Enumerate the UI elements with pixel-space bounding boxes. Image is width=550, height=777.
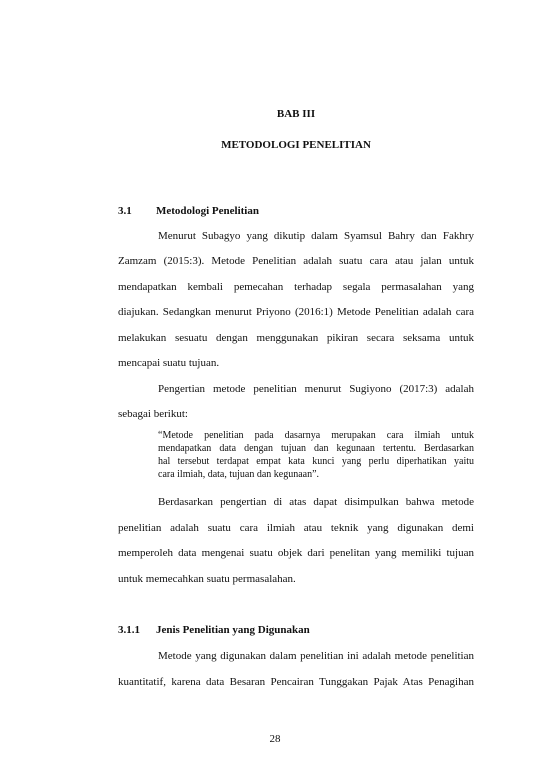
chapter-number: BAB III: [276, 108, 316, 120]
quote-line: mendapatkan data dengan tujuan dan kegunaan tertentu. Berdasarkan: [158, 443, 474, 454]
section-number: 3.1.1: [118, 624, 140, 636]
paragraph-line: diajukan. Sedangkan menurut Priyono (2016:1) Metode Penelitian adalah cara: [118, 306, 474, 318]
paragraph-line: Pengertian metode penelitian menurut Sugiyono (2017:3) adalah: [158, 383, 474, 395]
paragraph-line: penelitian adalah suatu cara ilmiah atau teknik yang digunakan demi: [118, 522, 474, 534]
paragraph-line: Metode yang digunakan dalam penelitian ini adalah metode penelitian: [158, 650, 474, 662]
paragraph-line: melakukan sesuatu dengan menggunakan pikiran secara seksama untuk: [118, 332, 474, 344]
section-number: 3.1: [118, 205, 132, 217]
quote-line: hal tersebut terdapat empat kata kunci yang perlu diperhatikan yaitu: [158, 456, 474, 467]
quote-line: cara ilmiah, data, tujuan dan kegunaan”.: [158, 469, 320, 480]
quote-line: “Metode penelitian pada dasarnya merupakan cara ilmiah untuk: [158, 430, 474, 441]
section-title: Metodologi Penelitian: [156, 205, 259, 217]
paragraph-line: memperoleh data mengenai suatu objek dari penelitan yang memiliki tujuan: [118, 547, 474, 559]
paragraph-line: untuk memecahkan suatu permasalahan.: [118, 573, 296, 585]
paragraph-line: sebagai berikut:: [118, 408, 188, 420]
paragraph-line: Zamzam (2015:3). Metode Penelitian adalah suatu cara atau jalan untuk: [118, 255, 474, 267]
page-number: 28: [269, 733, 281, 745]
section-title: Jenis Penelitian yang Digunakan: [156, 624, 310, 636]
paragraph-line: mencapai suatu tujuan.: [118, 357, 220, 369]
chapter-title: METODOLOGI PENELITIAN: [221, 139, 371, 151]
paragraph-line: Menurut Subagyo yang dikutip dalam Syamsul Bahry dan Fakhry: [158, 230, 474, 242]
paragraph-line: kuantitatif, karena data Besaran Pencairan Tunggakan Pajak Atas Penagihan: [118, 676, 474, 688]
paragraph-line: Berdasarkan pengertian di atas dapat disimpulkan bahwa metode: [158, 496, 474, 508]
section-heading-3-1-1: [118, 624, 310, 636]
paragraph-line: mendapatkan kembali pemecahan terhadap segala permasalahan yang: [118, 281, 474, 293]
section-heading-3-1: [118, 205, 259, 217]
